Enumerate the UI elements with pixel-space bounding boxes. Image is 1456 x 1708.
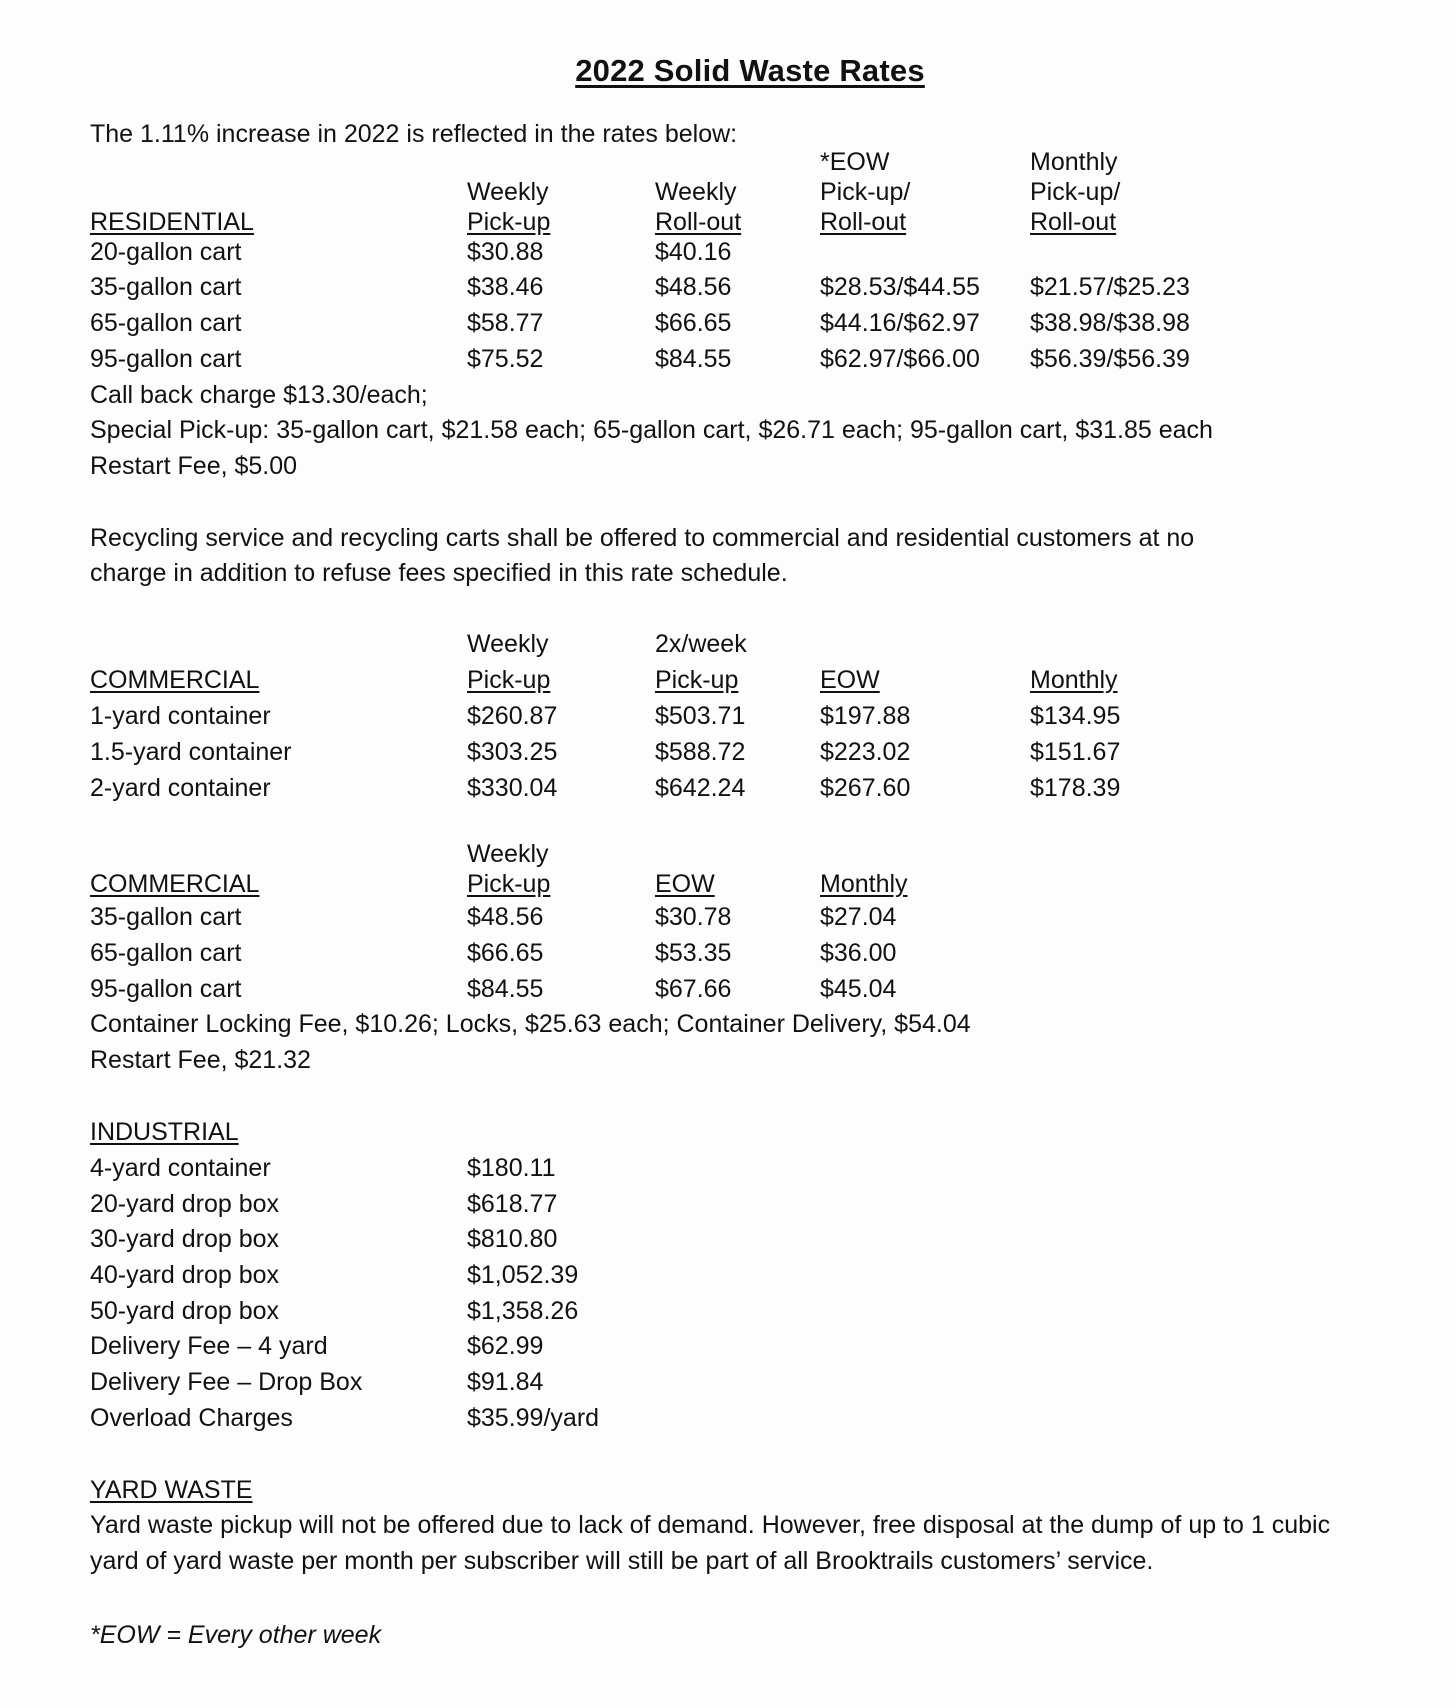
- table-cell: $134.95: [1030, 702, 1121, 730]
- table-row-label: 65-gallon cart: [90, 309, 242, 337]
- yard-waste-line: Yard waste pickup will not be offered due to lack of demand. However, free disposal at the dump of up to 1 cubic: [90, 1511, 1331, 1539]
- table-cell: $44.16/$62.97: [820, 309, 980, 337]
- residential-col1-bottom: Pick-up: [467, 208, 551, 236]
- table-cell: $30.78: [655, 903, 732, 931]
- recycling-line: Recycling service and recycling carts shall be offered to commercial and residential customers at no: [90, 524, 1195, 552]
- commercial-carts-col3-bottom: Monthly: [820, 870, 908, 898]
- page-title: 2022 Solid Waste Rates: [575, 53, 925, 88]
- table-cell: $62.97/$66.00: [820, 345, 980, 373]
- table-row-label: 20-yard drop box: [90, 1190, 280, 1218]
- table-row-label: 50-yard drop box: [90, 1297, 280, 1325]
- yard-waste-heading: YARD WASTE: [90, 1476, 253, 1504]
- table-cell: $35.99/yard: [467, 1404, 600, 1432]
- commercial-col1-bottom: Pick-up: [467, 666, 551, 694]
- residential-col4-bottom: Roll-out: [1030, 208, 1117, 236]
- table-cell: $45.04: [820, 975, 897, 1003]
- table-row-label: 30-yard drop box: [90, 1225, 280, 1253]
- callback-note: Call back charge $13.30/each;: [90, 381, 428, 409]
- table-cell: $38.98/$38.98: [1030, 309, 1190, 337]
- yard-waste-line: yard of yard waste per month per subscriber will still be part of all Brooktrails customers’ service.: [90, 1547, 1154, 1575]
- table-row-label: 2-yard container: [90, 774, 271, 802]
- table-cell: $27.04: [820, 903, 897, 931]
- table-row-label: 4-yard container: [90, 1154, 271, 1182]
- table-cell: $30.88: [467, 238, 544, 266]
- table-row-label: 35-gallon cart: [90, 273, 242, 301]
- table-cell: $151.67: [1030, 738, 1121, 766]
- residential-col1-mid: Weekly: [467, 178, 549, 206]
- table-cell: $28.53/$44.55: [820, 273, 980, 301]
- residential-col3-top: *EOW: [820, 148, 890, 176]
- table-cell: $260.87: [467, 702, 558, 730]
- table-cell: $56.39/$56.39: [1030, 345, 1190, 373]
- table-cell: $75.52: [467, 345, 544, 373]
- residential-col2-mid: Weekly: [655, 178, 737, 206]
- residential-col4-top: Monthly: [1030, 148, 1118, 176]
- table-row-label: 20-gallon cart: [90, 238, 242, 266]
- special-pickup-note: Special Pick-up: 35-gallon cart, $21.58 each; 65-gallon cart, $26.71 each; 95-gallon cart, $31.85 each: [90, 416, 1213, 444]
- table-cell: $618.77: [467, 1190, 558, 1218]
- table-cell: $267.60: [820, 774, 911, 802]
- table-cell: $48.56: [467, 903, 544, 931]
- table-cell: $810.80: [467, 1225, 558, 1253]
- table-cell: $67.66: [655, 975, 732, 1003]
- table-cell: $180.11: [467, 1154, 556, 1182]
- table-cell: $58.77: [467, 309, 544, 337]
- table-row-label: 1-yard container: [90, 702, 271, 730]
- table-row-label: 1.5-yard container: [90, 738, 292, 766]
- restart-fee-note: Restart Fee, $21.32: [90, 1046, 311, 1074]
- table-cell: $38.46: [467, 273, 544, 301]
- table-cell: $1,052.39: [467, 1261, 579, 1289]
- table-cell: $84.55: [655, 345, 732, 373]
- table-row-label: Overload Charges: [90, 1404, 293, 1432]
- table-cell: $48.56: [655, 273, 732, 301]
- table-row-label: Delivery Fee – Drop Box: [90, 1368, 363, 1396]
- table-row-label: 65-gallon cart: [90, 939, 242, 967]
- table-cell: $66.65: [655, 309, 732, 337]
- table-cell: $330.04: [467, 774, 558, 802]
- commercial-carts-heading: COMMERCIAL: [90, 870, 260, 898]
- table-cell: $642.24: [655, 774, 746, 802]
- commercial-carts-col2-bottom: EOW: [655, 870, 715, 898]
- commercial-heading: COMMERCIAL: [90, 666, 260, 694]
- intro-text: The 1.11% increase in 2022 is reflected in the rates below:: [90, 120, 738, 148]
- industrial-heading: INDUSTRIAL: [90, 1118, 239, 1146]
- table-cell: $62.99: [467, 1332, 544, 1360]
- table-row-label: 95-gallon cart: [90, 345, 242, 373]
- table-cell: $588.72: [655, 738, 746, 766]
- table-cell: $84.55: [467, 975, 544, 1003]
- commercial-col2-top: 2x/week: [655, 630, 747, 658]
- table-cell: $91.84: [467, 1368, 544, 1396]
- table-row-label: 95-gallon cart: [90, 975, 242, 1003]
- residential-col3-mid: Pick-up/: [820, 178, 911, 206]
- table-cell: $1,358.26: [467, 1297, 579, 1325]
- residential-col3-bottom: Roll-out: [820, 208, 907, 236]
- commercial-carts-col1-bottom: Pick-up: [467, 870, 551, 898]
- table-cell: $36.00: [820, 939, 897, 967]
- table-cell: $21.57/$25.23: [1030, 273, 1190, 301]
- table-cell: $53.35: [655, 939, 732, 967]
- residential-col4-mid: Pick-up/: [1030, 178, 1121, 206]
- restart-fee-note: Restart Fee, $5.00: [90, 452, 298, 480]
- commercial-col3-bottom: EOW: [820, 666, 880, 694]
- table-row-label: Delivery Fee – 4 yard: [90, 1332, 328, 1360]
- table-cell: $223.02: [820, 738, 911, 766]
- recycling-line: charge in addition to refuse fees specified in this rate schedule.: [90, 559, 788, 587]
- commercial-col4-bottom: Monthly: [1030, 666, 1118, 694]
- commercial-col2-bottom: Pick-up: [655, 666, 739, 694]
- commercial-col1-top: Weekly: [467, 630, 549, 658]
- table-cell: $303.25: [467, 738, 558, 766]
- table-cell: $197.88: [820, 702, 911, 730]
- container-fees-note: Container Locking Fee, $10.26; Locks, $25.63 each; Container Delivery, $54.04: [90, 1010, 971, 1038]
- residential-heading: RESIDENTIAL: [90, 208, 254, 236]
- table-row-label: 40-yard drop box: [90, 1261, 280, 1289]
- table-cell: $40.16: [655, 238, 732, 266]
- table-cell: $66.65: [467, 939, 544, 967]
- table-cell: $178.39: [1030, 774, 1121, 802]
- table-cell: $503.71: [655, 702, 746, 730]
- eow-footnote: *EOW = Every other week: [90, 1621, 382, 1649]
- table-row-label: 35-gallon cart: [90, 903, 242, 931]
- commercial-carts-col1-top: Weekly: [467, 840, 549, 868]
- residential-col2-bottom: Roll-out: [655, 208, 742, 236]
